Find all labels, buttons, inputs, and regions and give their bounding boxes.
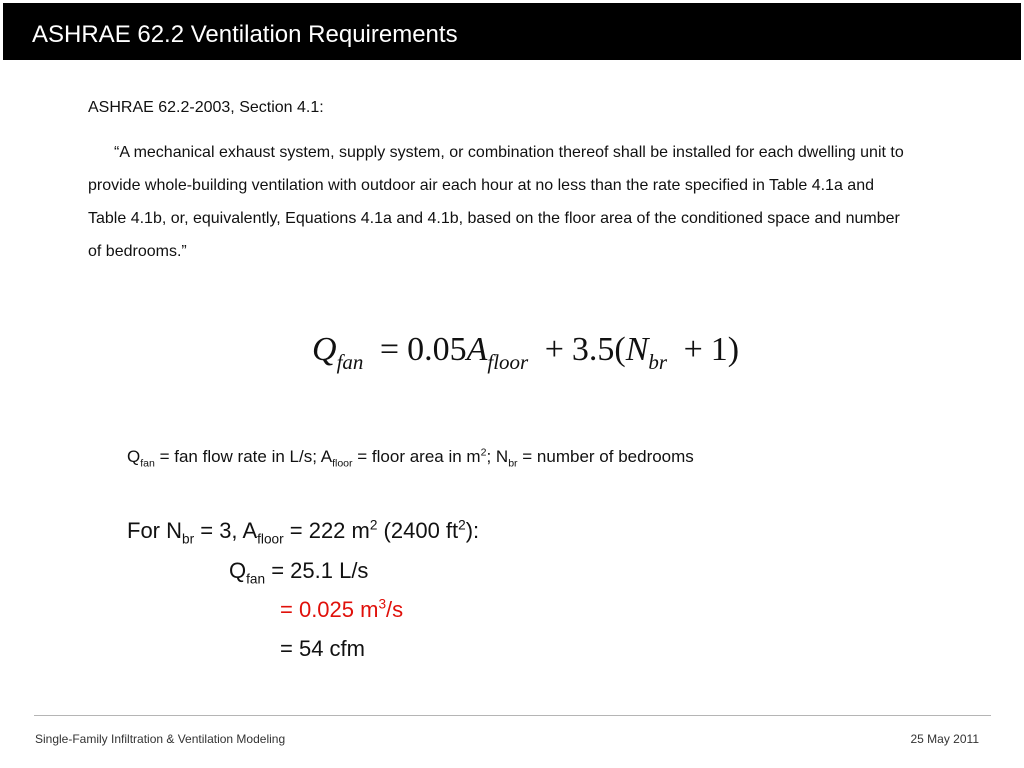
section-reference: ASHRAE 62.2-2003, Section 4.1:	[88, 99, 324, 116]
legend-n: N	[495, 447, 509, 466]
ex-q-value: = 25.1 L/s	[265, 558, 369, 583]
example-inputs	[127, 517, 480, 547]
ex-m3-end: /s	[386, 597, 404, 622]
eq-n-subscript: br	[648, 350, 668, 374]
eq-equals: =	[379, 331, 400, 368]
ex-ft-superscript: 2	[458, 517, 466, 533]
ex-end: ):	[465, 518, 480, 543]
ex-m3-superscript: 3	[378, 596, 387, 612]
ex-a-subscript: floor	[257, 531, 284, 547]
ex-area: = 222 m	[283, 518, 370, 543]
eq-n-symbol: N	[625, 331, 649, 368]
ex-n-subscript: br	[182, 531, 195, 547]
variable-legend	[127, 446, 694, 470]
footer-divider	[34, 715, 991, 716]
legend-q-subscript: fan	[140, 457, 155, 470]
slide-title: ASHRAE 62.2 Ventilation Requirements	[32, 21, 458, 48]
ex-q-subscript: fan	[246, 571, 266, 587]
legend-a: A	[320, 447, 333, 466]
standard-quote: “A mechanical exhaust system, supply system, or combination thereof shall be installed for each dwelling unit to provide whole-building ventilation with outdoor air each hour at no less than the rate specified in Table 4.1a and Table 4.1b, or, equivalently, Equations 4.1a and 4.1b, based on the floor area of the conditioned space and number of bedrooms.”	[88, 144, 904, 260]
eq-tail: 1)	[710, 331, 740, 368]
ex-m3-value: = 0.025 m	[280, 597, 379, 622]
legend-a-desc: = floor area in m	[352, 447, 481, 466]
legend-a-superscript: 2	[480, 446, 487, 459]
legend-q-desc: = fan flow rate in L/s;	[154, 447, 321, 466]
eq-area-coefficient: 0.05	[407, 331, 467, 368]
legend-a-subscript: floor	[332, 457, 353, 470]
eq-plus: +	[544, 331, 564, 368]
example-result-ls	[229, 558, 369, 587]
ex-mid: = 3, A	[194, 518, 258, 543]
eq-bedroom-coefficient: 3.5(	[571, 331, 626, 368]
eq-a-subscript: floor	[487, 350, 529, 374]
legend-n-desc: = number of bedrooms	[517, 447, 694, 466]
example-result-cfm: = 54 cfm	[280, 636, 365, 661]
legend-q: Q	[127, 447, 141, 466]
legend-n-subscript: br	[508, 457, 518, 470]
footer-date: 25 May 2011	[910, 732, 979, 746]
ex-area-superscript: 2	[369, 517, 378, 533]
ex-ft: (2400 ft	[377, 518, 459, 543]
eq-q-subscript: fan	[336, 350, 364, 374]
ex-prefix: For N	[127, 518, 182, 543]
ventilation-equation	[312, 325, 739, 375]
title-bar	[3, 3, 1021, 60]
ex-q: Q	[229, 558, 247, 583]
example-result-m3s	[280, 596, 404, 622]
eq-plus-two: +	[683, 331, 703, 368]
eq-a-symbol: A	[466, 331, 488, 368]
legend-separator: ;	[486, 447, 496, 466]
eq-q-symbol: Q	[312, 331, 337, 368]
footer-presentation-title: Single-Family Infiltration & Ventilation Modeling	[35, 732, 286, 746]
